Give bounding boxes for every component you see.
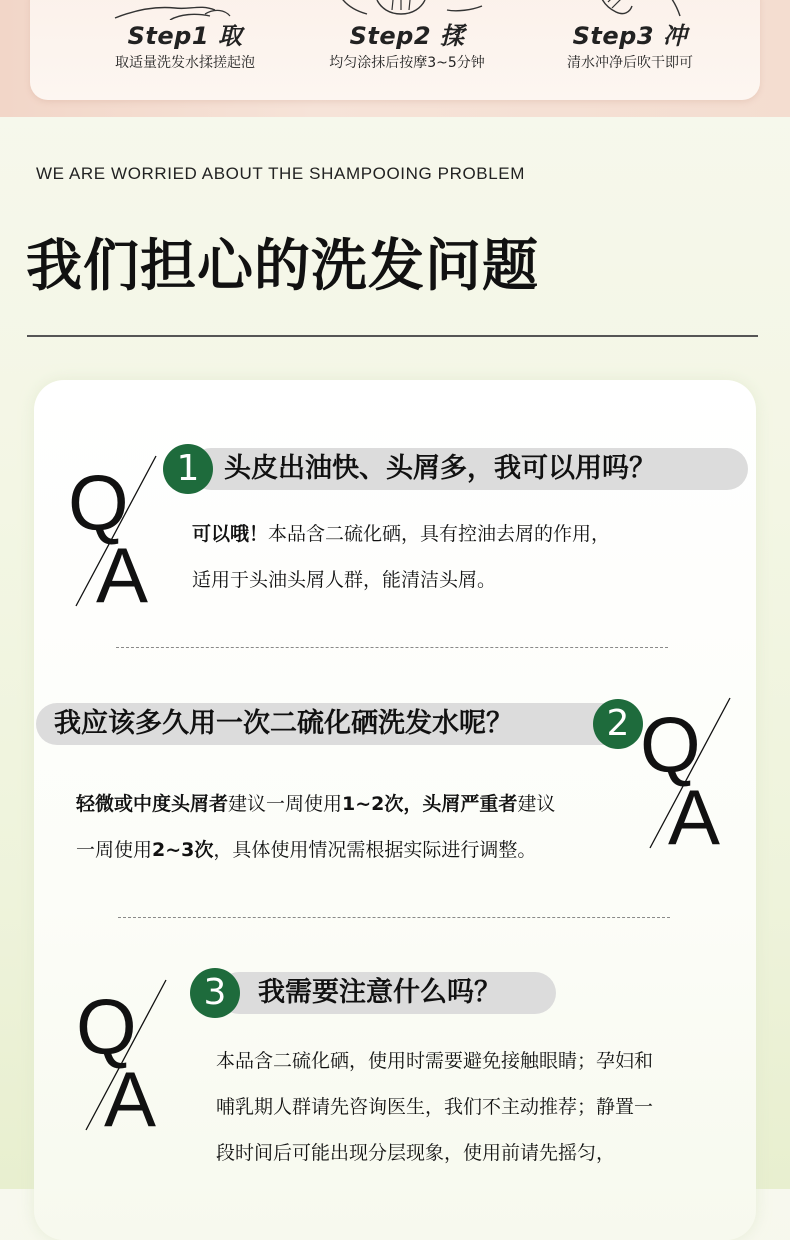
answer-line [216, 1130, 653, 1176]
answer-text: 适用于头油头屑人群，能清洁头屑。 [192, 569, 497, 591]
question-3-pill [218, 972, 556, 1014]
step-desc: 取适量洗发水揉搓起泡 [115, 55, 255, 71]
answer-text: 段时间后可能出现分层现象，使用前请先摇匀， [216, 1142, 616, 1164]
qa-logo-a: A [104, 1055, 157, 1136]
answer-bold: 轻微或中度头屑者 [76, 793, 229, 815]
qa-logo-icon [74, 976, 174, 1136]
answer-text: 本品含二硫化硒，使用时需要避免接触眼睛；孕妇和 [216, 1050, 654, 1072]
answer-text: 建议 [517, 793, 556, 815]
question-2-pill [36, 703, 626, 745]
answer-text: 建议一周使用 [228, 793, 343, 815]
answer-line [192, 557, 610, 603]
answer-bold: 可以哦！ [192, 523, 269, 545]
step-title: Step1 取 [127, 22, 243, 50]
title-divider [27, 335, 758, 337]
answer-bold: 2~3次 [152, 839, 214, 861]
step-title: Step2 揉 [349, 22, 465, 50]
section-english-subtitle: WE ARE WORRIED ABOUT THE SHAMPOOING PROBLEM [36, 164, 525, 183]
qa-logo-icon [638, 694, 738, 854]
question-1-text: 头皮出油快、头屑多，我可以用吗？ [224, 453, 656, 484]
steps-card [30, 0, 760, 100]
qa-divider [116, 647, 668, 648]
step-2 [297, 0, 517, 80]
qa-logo-a: A [96, 531, 149, 612]
answer-line [216, 1038, 653, 1084]
step-3 [520, 0, 740, 80]
answer-line [216, 1084, 653, 1130]
qa-logo-icon [66, 452, 166, 612]
question-1-number-badge: 1 [163, 444, 213, 494]
qa-divider [118, 917, 670, 918]
section-title: 我们担心的洗发问题 [26, 234, 539, 299]
question-1-pill [190, 448, 748, 490]
question-2-text: 我应该多久用一次二硫化硒洗发水呢？ [54, 708, 513, 739]
step-desc: 清水冲净后吹干即可 [567, 55, 693, 71]
step-title: Step3 冲 [572, 22, 688, 50]
answer-2 [76, 781, 555, 873]
answer-1 [192, 511, 610, 603]
question-3-number-badge: 3 [190, 968, 240, 1018]
answer-3 [216, 1038, 653, 1176]
question-3-text: 我需要注意什么吗？ [258, 977, 501, 1008]
step-1 [75, 0, 295, 80]
qa-logo-a: A [668, 773, 721, 854]
qa-logo-q: Q [68, 459, 129, 547]
steps-banner [0, 0, 790, 117]
step-desc: 均匀涂抹后按摩3~5分钟 [329, 55, 485, 71]
answer-line [192, 511, 610, 557]
qa-logo-q: Q [640, 701, 701, 789]
answer-text: 哺乳期人群请先咨询医生，我们不主动推荐；静置一 [216, 1096, 654, 1118]
question-2-number-badge: 2 [593, 699, 643, 749]
answer-line [76, 781, 555, 827]
answer-text: ，具体使用情况需根据实际进行调整。 [213, 839, 537, 861]
answer-text: 本品含二硫化硒，具有控油去屑的作用， [268, 523, 611, 545]
qa-logo-q: Q [76, 983, 137, 1071]
answer-text: 一周使用 [76, 839, 153, 861]
answer-bold: 1~2次，头屑严重者 [342, 793, 518, 815]
answer-line [76, 827, 555, 873]
